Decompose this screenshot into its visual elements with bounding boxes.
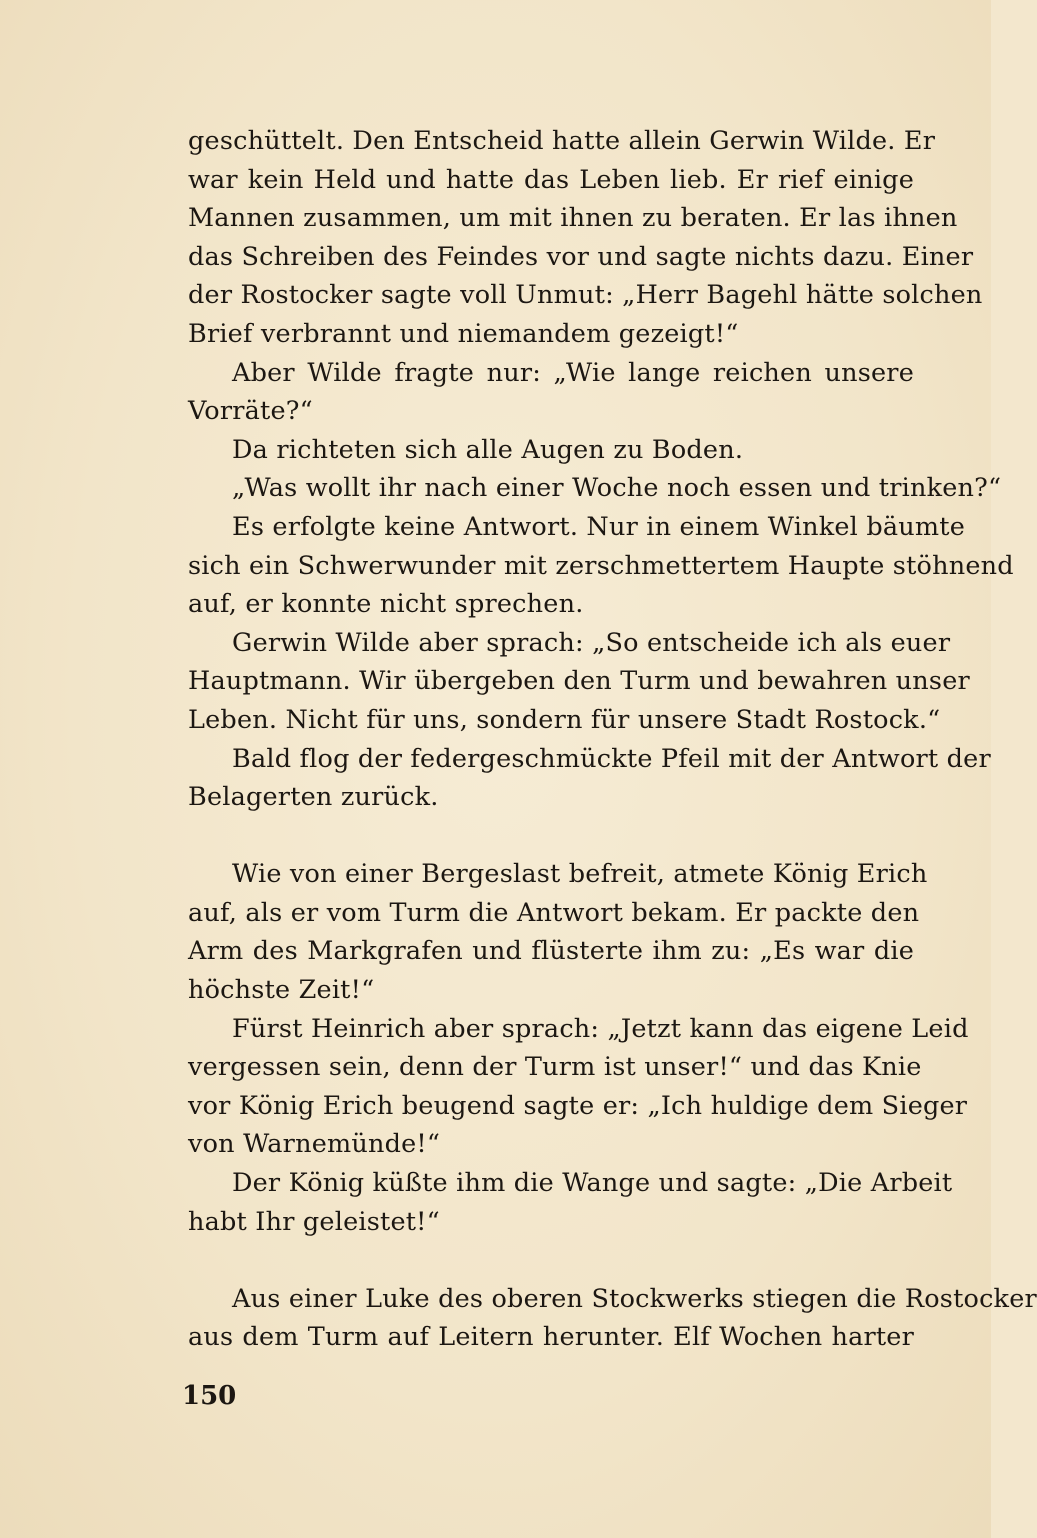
text-line: sich ein Schwerwunder mit zerschmettertem Haupte stöhnend	[188, 550, 1014, 581]
text-line: Der König küßte ihm die Wange und sagte: „Die Arbeit	[232, 1168, 953, 1199]
text-line: Fürst Heinrich aber sprach: „Jetzt kann das eigene Leid	[232, 1013, 969, 1044]
text-line: Arm des Markgrafen und flüsterte ihm zu: „Es war die	[188, 936, 914, 967]
text-line: aus dem Turm auf Leitern herunter. Elf Wochen harter	[188, 1322, 914, 1353]
text-line: war kein Held und hatte das Leben lieb. Er rief einige	[188, 164, 914, 195]
text-line: habt Ihr geleistet!“	[188, 1206, 440, 1237]
text-line: Aber Wilde fragte nur: „Wie lange reichen unsere	[232, 357, 914, 388]
text-line: Wie von einer Bergeslast befreit, atmete König Erich	[232, 859, 928, 890]
text-line: Da richteten sich alle Augen zu Boden.	[232, 434, 744, 465]
section-gap	[188, 1241, 914, 1280]
text-line: das Schreiben des Feindes vor und sagte nichts dazu. Einer	[188, 241, 974, 272]
text-line: Gerwin Wilde aber sprach: „So entscheide ich als euer	[232, 627, 951, 658]
text-line: Belagerten zurück.	[188, 782, 439, 813]
text-line: Aus einer Luke des oberen Stockwerks stiegen die Rostocker	[232, 1283, 1037, 1314]
page-number: 150	[182, 1381, 237, 1411]
text-line: Es erfolgte keine Antwort. Nur in einem Winkel bäumte	[232, 511, 966, 542]
section-gap	[188, 817, 914, 856]
text-line: auf, als er vom Turm die Antwort bekam. Er packte den	[188, 897, 920, 928]
text-line: vor König Erich beugend sagte er: „Ich huldige dem Sieger	[188, 1090, 968, 1121]
text-line: auf, er konnte nicht sprechen.	[188, 589, 584, 620]
text-line: Bald flog der federgeschmückte Pfeil mit der Antwort der	[232, 743, 991, 774]
text-line: vergessen sein, denn der Turm ist unser!“ und das Knie	[188, 1052, 922, 1083]
text-line: „Was wollt ihr nach einer Woche noch essen und trinken?“	[232, 473, 1002, 504]
text-line: von Warnemünde!“	[188, 1129, 441, 1160]
text-line: Brief verbrannt und niemandem gezeigt!“	[188, 318, 739, 349]
text-line: Hauptmann. Wir übergeben den Turm und bewahren unser	[188, 666, 970, 697]
text-line: Mannen zusammen, um mit ihnen zu beraten. Er las ihnen	[188, 203, 958, 234]
text-line: höchste Zeit!“	[188, 975, 375, 1006]
body-text	[188, 122, 1037, 1357]
text-line: der Rostocker sagte voll Unmut: „Herr Bagehl hätte solchen	[188, 280, 983, 311]
text-line: Leben. Nicht für uns, sondern für unsere Stadt Rostock.“	[188, 704, 941, 735]
text-line: Vorräte?“	[188, 396, 313, 427]
text-line: geschüttelt. Den Entscheid hatte allein Gerwin Wilde. Er	[188, 126, 936, 156]
